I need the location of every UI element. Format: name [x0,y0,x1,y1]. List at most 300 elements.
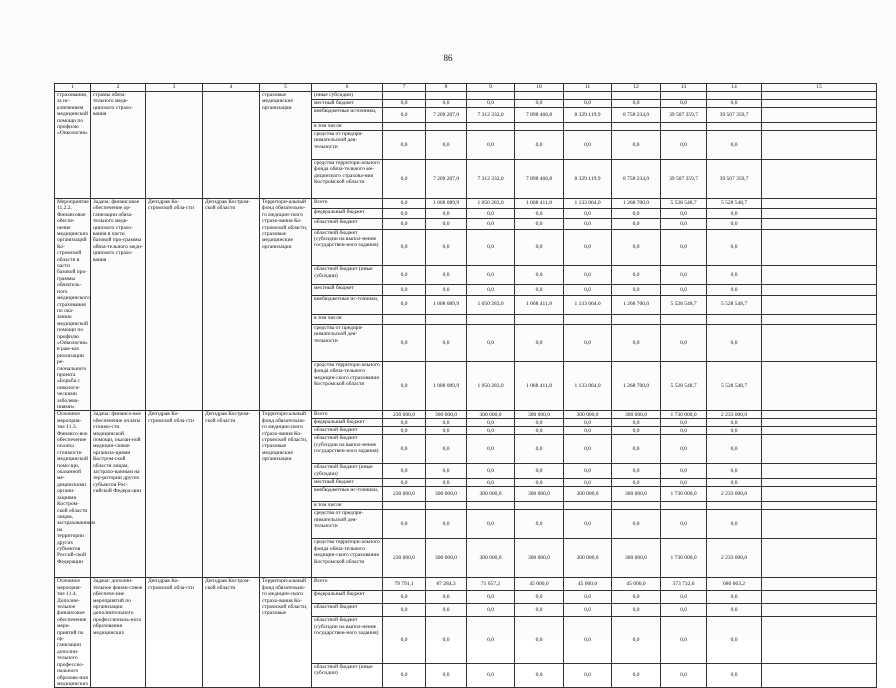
amount-cell: 0,0 [383,209,426,219]
amount-cell [383,123,426,131]
amount-cell: 0,0 [707,427,762,435]
amount-cell: 0,0 [467,131,515,160]
amount-cell: 0,0 [564,464,612,479]
amount-cell [515,314,564,324]
amount-cell: 300 000,0 [564,411,612,419]
column-number: 7 [383,84,426,92]
empty-cell-15 [762,617,877,664]
amount-cell: 39 507 359,7 [661,108,707,123]
amount-cell: 8 329 119,9 [564,108,612,123]
column-number: 1 [55,84,91,92]
amount-cell: 0,0 [612,285,661,295]
amount-cell: 1 050 283,0 [467,361,515,411]
amount-cell: 0,0 [661,266,707,285]
amount-cell: 0,0 [383,361,426,411]
amount-cell: 0,0 [707,435,762,464]
amount-cell: 0,0 [515,419,564,427]
amount-cell: 1 268 700,0 [612,295,661,314]
empty-cell-15 [762,324,877,361]
empty-cell-15 [762,361,877,411]
amount-cell [467,92,515,100]
amount-cell: 0,0 [383,591,426,604]
empty-cell-15 [762,160,877,199]
amount-cell: 8 329 119,9 [564,160,612,199]
empty-cell-15 [762,419,877,427]
empty-cell-15 [762,266,877,285]
empty-cell-15 [762,411,877,419]
co-executor-cell [203,92,260,199]
funding-source-label: внебюджетные источники, [312,108,383,123]
amount-cell: 1 268 700,0 [612,199,661,209]
amount-cell: 2 233 000,0 [707,539,762,578]
amount-cell: 373 732,6 [661,578,707,591]
amount-cell: 87 284,3 [426,578,467,591]
amount-cell: 1 068 411,8 [515,361,564,411]
amount-cell: 7 209 207,0 [426,160,467,199]
amount-cell: 0,0 [383,435,426,464]
empty-cell-15 [762,487,877,502]
amount-cell [467,123,515,131]
amount-cell: 0,0 [515,510,564,539]
funding-source-label: областной бюджет (субсидии на выпол-нение государствен-ного задания) [312,229,383,266]
activity-name-cell: Мероприятие 11.2.2. Финансовое обеспе-чение медицинских организаций Ко-стромской области в части базовой про-граммы обязатель-ного медицинского страхования по ока-занию медицинской помощи по профилю «Онкология» в рам-ках реализации ре-гионального проекта «Борьба с онкологи-ческими заболева-ниями» [55,199,91,411]
amount-cell: 0,0 [707,479,762,487]
amount-cell: 0,0 [515,219,564,229]
amount-cell: 0,0 [707,591,762,604]
amount-cell: 0,0 [661,229,707,266]
amount-cell: 0,0 [564,324,612,361]
activity-name-cell: страхования, за ис-ключением медицинской помощи по профилю «Онкология» [55,92,91,199]
amount-cell: 0,0 [707,229,762,266]
empty-cell-15 [762,464,877,479]
column-number: 13 [661,84,707,92]
amount-cell: 0,0 [426,617,467,664]
empty-cell-15 [762,578,877,591]
task-cell: Задача: дополни-тельное финан-совое обеспече-ние мероприятий по организации дополнительного профессиональ-ного образования медицинских [91,578,146,688]
amount-cell: 0,0 [612,464,661,479]
amount-cell: 0,0 [612,604,661,617]
amount-cell: 0,0 [564,617,612,664]
amount-cell: 0,0 [383,419,426,427]
empty-cell-15 [762,502,877,510]
amount-cell: 0,0 [467,219,515,229]
amount-cell: 0,0 [707,617,762,664]
amount-cell: 0,0 [661,324,707,361]
funding-source-label: средства территори-ального фонда обяза-тельного медицин-ского страхования Костромской области [312,361,383,411]
funding-source-label: внебюджетные ис-точники, [312,295,383,314]
amount-cell: 5 528 548,7 [707,199,762,209]
amount-cell: 0,0 [564,427,612,435]
empty-cell-15 [762,604,877,617]
task-cell: страмы обяза-тельного меди-цинского страхо-вания [91,92,146,199]
amount-cell: 0,0 [515,427,564,435]
task-cell: Задача: финансовое обеспечение ор-ганизации обяза-тельного меди-цинского страхо-вания в части базовой про-граммы обяза-тельного меди-цинского страхо-вания [91,199,146,411]
amount-cell: 300 000,0 [612,539,661,578]
funding-source-label: местный бюджет [312,285,383,295]
amount-cell: 0,0 [564,100,612,108]
table-row [55,578,877,591]
co-executor-cell: Депздрав Костром-ской области [203,411,260,578]
amount-cell: 0,0 [564,419,612,427]
amount-cell [707,314,762,324]
amount-cell [383,314,426,324]
amount-cell: 1 068 411,8 [515,199,564,209]
amount-cell: 0,0 [467,435,515,464]
funding-source-label: областной бюджет [312,219,383,229]
amount-cell: 79 791,1 [383,578,426,591]
funding-source-label: средства территори-ального фонда обяза-тельного ме-дицинского страхова-ния Костромской области [312,160,383,199]
amount-cell [661,502,707,510]
column-number: 2 [91,84,146,92]
amount-cell: 0,0 [612,229,661,266]
funding-source-label: средства от предпри-нимательской дея-тельности [312,510,383,539]
empty-cell-15 [762,199,877,209]
amount-cell [426,123,467,131]
amount-cell: 0,0 [661,464,707,479]
amount-cell: 0,0 [515,229,564,266]
amount-cell: 0,0 [564,664,612,688]
amount-cell [426,314,467,324]
amount-cell: 39 507 359,7 [707,160,762,199]
amount-cell: 0,0 [564,591,612,604]
amount-cell: 300 000,0 [467,487,515,502]
amount-cell: 0,0 [707,324,762,361]
amount-cell: 0,0 [515,604,564,617]
amount-cell: 0,0 [661,427,707,435]
amount-cell: 0,0 [515,324,564,361]
funding-source-label: областной бюджет (иные субсидии) [312,464,383,479]
participant-cell: страховые медицинские организации [260,92,312,199]
empty-cell-15 [762,664,877,688]
funding-source-label: в том числе: [312,314,383,324]
amount-cell: 45 000,0 [612,578,661,591]
empty-cell-15 [762,100,877,108]
column-number: 5 [260,84,312,92]
funding-source-label: федеральный бюджет [312,419,383,427]
empty-cell-15 [762,209,877,219]
amount-cell: 0,0 [515,285,564,295]
amount-cell: 1 008 089,9 [426,361,467,411]
amount-cell: 0,0 [467,209,515,219]
amount-cell: 45 000,0 [564,578,612,591]
amount-cell: 0,0 [467,229,515,266]
amount-cell: 0,0 [426,209,467,219]
amount-cell [426,502,467,510]
funding-source-label: в том числе: [312,123,383,131]
amount-cell: 5 528 548,7 [707,361,762,411]
amount-cell: 1 268 700,0 [612,361,661,411]
amount-cell: 0,0 [612,266,661,285]
empty-cell-15 [762,229,877,266]
amount-cell: 1 050 283,0 [467,199,515,209]
amount-cell: 1 133 064,0 [564,361,612,411]
amount-cell [707,502,762,510]
amount-cell [564,314,612,324]
empty-cell-15 [762,131,877,160]
amount-cell: 0,0 [612,617,661,664]
amount-cell: 0,0 [564,209,612,219]
amount-cell: 7 898 466,8 [515,160,564,199]
amount-cell: 0,0 [661,209,707,219]
empty-cell-15 [762,427,877,435]
amount-cell [661,123,707,131]
amount-cell: 300 000,0 [564,539,612,578]
amount-cell: 0,0 [383,219,426,229]
amount-cell: 0,0 [383,199,426,209]
funding-source-label: местный бюджет [312,100,383,108]
amount-cell: 0,0 [426,664,467,688]
amount-cell: 0,0 [383,427,426,435]
amount-cell: 230 000,0 [383,487,426,502]
funding-source-label: (иные субсидии) [312,92,383,100]
funding-source-label: в том числе: [312,502,383,510]
amount-cell: 0,0 [661,219,707,229]
amount-cell: 7 312 332,0 [467,160,515,199]
amount-cell: 0,0 [707,464,762,479]
amount-cell: 0,0 [564,285,612,295]
amount-cell: 0,0 [564,219,612,229]
amount-cell: 7 312 332,0 [467,108,515,123]
amount-cell: 2 233 000,0 [707,487,762,502]
amount-cell: 0,0 [426,435,467,464]
amount-cell: 0,0 [564,604,612,617]
participant-cell: Территори-альный фонд обязательно-го медицин-ского страхо-вания Ко-стромской области, страховые [260,578,312,688]
amount-cell: 0,0 [426,464,467,479]
empty-cell-15 [762,591,877,604]
amount-cell: 0,0 [661,604,707,617]
funding-source-label: средства территори-ального фонда обяза-тельного медицин-ского страхования Костромской области [312,539,383,578]
amount-cell: 0,0 [467,479,515,487]
empty-cell-15 [762,479,877,487]
funding-source-label: Всего [312,578,383,591]
column-number: 11 [564,84,612,92]
column-number: 6 [312,84,383,92]
amount-cell: 0,0 [383,100,426,108]
amount-cell: 0,0 [515,464,564,479]
amount-cell: 0,0 [383,464,426,479]
amount-cell: 0,0 [383,479,426,487]
amount-cell: 0,0 [515,435,564,464]
amount-cell: 300 000,0 [426,411,467,419]
amount-cell: 0,0 [426,479,467,487]
amount-cell [515,123,564,131]
amount-cell: 0,0 [383,285,426,295]
amount-cell: 0,0 [707,266,762,285]
amount-cell: 0,0 [612,427,661,435]
amount-cell: 0,0 [707,219,762,229]
column-number: 4 [203,84,260,92]
amount-cell: 0,0 [707,419,762,427]
funding-source-label: областной бюджет (иные субсидии) [312,664,383,688]
amount-cell: 0,0 [467,100,515,108]
column-number: 12 [612,84,661,92]
amount-cell [661,314,707,324]
empty-cell-15 [762,92,877,100]
amount-cell: 0,0 [515,591,564,604]
amount-cell: 0,0 [661,591,707,604]
amount-cell: 0,0 [426,100,467,108]
activity-name-cell: Основное мероприя-тие 11.4. Дополни-тельное финансовое обеспечение меро-приятий по ор-ганизации дополни-тельного профессио-нального образова-ния медицинских [55,578,91,688]
amount-cell: 0,0 [467,591,515,604]
amount-cell: 0,0 [564,229,612,266]
amount-cell: 0,0 [707,131,762,160]
responsible-executor-cell: Депздрав Ко-стромской обла-сти [146,578,203,688]
amount-cell: 0,0 [426,591,467,604]
amount-cell: 8 758 234,0 [612,108,661,123]
amount-cell: 5 528 548,7 [661,295,707,314]
empty-cell-15 [762,219,877,229]
funding-source-label: средства от предпри-нимательской дея-тельности [312,324,383,361]
co-executor-cell: Депздрав Костром-ской области [203,199,260,411]
amount-cell: 45 000,0 [515,578,564,591]
amount-cell: 0,0 [612,131,661,160]
amount-cell: 0,0 [467,464,515,479]
amount-cell: 0,0 [467,510,515,539]
amount-cell: 0,0 [467,266,515,285]
amount-cell: 0,0 [383,510,426,539]
amount-cell: 0,0 [564,479,612,487]
funding-source-label: местный бюджет [312,479,383,487]
amount-cell: 71 657,2 [467,578,515,591]
amount-cell: 300 000,0 [564,487,612,502]
amount-cell: 0,0 [426,266,467,285]
table-row [55,411,877,419]
amount-cell: 0,0 [426,229,467,266]
responsible-executor-cell: Депздрав Ко-стромской обла-сти [146,199,203,411]
amount-cell: 0,0 [426,324,467,361]
amount-cell: 0,0 [612,219,661,229]
amount-cell: 0,0 [661,617,707,664]
amount-cell: 0,0 [426,510,467,539]
column-number: 9 [467,84,515,92]
amount-cell [612,314,661,324]
amount-cell: 0,0 [467,324,515,361]
amount-cell: 0,0 [426,285,467,295]
task-cell: Задача: финансо-вое обеспечение оплаты стоимо-сти медицинской помощи, оказан-ной медицин-скими организа-циями Костром-ской области лицам, застрахо-ванным на тер-ритории других субъектов Рос-сийской Федера-ции [91,411,146,578]
amount-cell: 0,0 [426,604,467,617]
column-number: 8 [426,84,467,92]
amount-cell: 0,0 [467,617,515,664]
amount-cell: 0,0 [564,435,612,464]
amount-cell [467,502,515,510]
amount-cell: 0,0 [515,479,564,487]
amount-cell: 0,0 [612,100,661,108]
amount-cell: 0,0 [661,664,707,688]
amount-cell: 0,0 [612,324,661,361]
funding-source-label: Всего [312,199,383,209]
amount-cell [383,502,426,510]
amount-cell [661,92,707,100]
amount-cell: 0,0 [612,419,661,427]
amount-cell: 0,0 [383,604,426,617]
amount-cell: 230 000,0 [383,539,426,578]
amount-cell [467,314,515,324]
amount-cell [383,92,426,100]
amount-cell: 300 000,0 [467,539,515,578]
empty-cell-15 [762,435,877,464]
column-number: 10 [515,84,564,92]
funding-source-label: внебюджетные ис-точники, [312,487,383,502]
amount-cell: 0,0 [707,664,762,688]
amount-cell: 0,0 [426,427,467,435]
amount-cell: 1 050 283,0 [467,295,515,314]
amount-cell: 0,0 [383,295,426,314]
amount-cell [564,92,612,100]
amount-cell: 0,0 [612,479,661,487]
amount-cell: 0,0 [426,219,467,229]
amount-cell: 0,0 [467,419,515,427]
amount-cell: 1 730 000,0 [661,411,707,419]
amount-cell: 1 008 089,9 [426,295,467,314]
amount-cell: 300 000,0 [515,411,564,419]
amount-cell [515,92,564,100]
column-number: 15 [762,84,877,92]
column-number: 14 [707,84,762,92]
amount-cell: 300 000,0 [515,487,564,502]
amount-cell: 300 000,0 [515,539,564,578]
amount-cell [612,92,661,100]
amount-cell: 0,0 [612,435,661,464]
amount-cell: 0,0 [515,100,564,108]
amount-cell [612,502,661,510]
amount-cell: 0,0 [707,510,762,539]
amount-cell: 0,0 [661,419,707,427]
amount-cell: 0,0 [383,229,426,266]
amount-cell: 0,0 [467,604,515,617]
amount-cell [426,92,467,100]
amount-cell: 0,0 [515,664,564,688]
amount-cell: 7 209 207,0 [426,108,467,123]
funding-source-label: областной бюджет (субсидии на выпол-нение государствен-ного задания) [312,435,383,464]
amount-cell: 1 133 064,0 [564,295,612,314]
funding-source-label: Всего [312,411,383,419]
responsible-executor-cell: Депздрав Ко-стромской обла-сти [146,411,203,578]
amount-cell: 0,0 [383,131,426,160]
responsible-executor-cell [146,92,203,199]
amount-cell: 5 528 548,7 [661,361,707,411]
amount-cell: 0,0 [707,285,762,295]
amount-cell: 300 000,0 [426,539,467,578]
funding-source-label: областной бюджет [312,604,383,617]
amount-cell [707,123,762,131]
amount-cell [564,123,612,131]
amount-cell: 0,0 [515,266,564,285]
page-number: 86 [443,53,453,63]
funding-source-label: федеральный бюджет [312,209,383,219]
amount-cell: 1 730 000,0 [661,487,707,502]
amount-cell: 0,0 [707,604,762,617]
amount-cell: 0,0 [707,209,762,219]
empty-cell-15 [762,314,877,324]
amount-cell: 0,0 [383,617,426,664]
amount-cell: 0,0 [383,160,426,199]
amount-cell: 0,0 [612,591,661,604]
amount-cell: 0,0 [467,664,515,688]
amount-cell: 1 008 089,9 [426,199,467,209]
amount-cell: 0,0 [661,131,707,160]
co-executor-cell: Депздрав Костром-ской области [203,578,260,688]
activity-name-cell: Основное мероприя-тие 11.3. Финансо-вое обеспечение оплаты стоимости медицинской помо-щи, оказанной ме-дицинскими органи-зациями Костром-ской области лицам, застрахованным на территории других субъектов Россий-ской Федерации [55,411,91,578]
amount-cell: 1 133 064,0 [564,199,612,209]
amount-cell: 0,0 [564,266,612,285]
amount-cell: 0,0 [564,510,612,539]
amount-cell: 0,0 [515,209,564,219]
amount-cell: 0,0 [661,285,707,295]
amount-cell: 300 000,0 [426,487,467,502]
amount-cell: 0,0 [383,266,426,285]
amount-cell: 0,0 [426,419,467,427]
empty-cell-15 [762,108,877,123]
